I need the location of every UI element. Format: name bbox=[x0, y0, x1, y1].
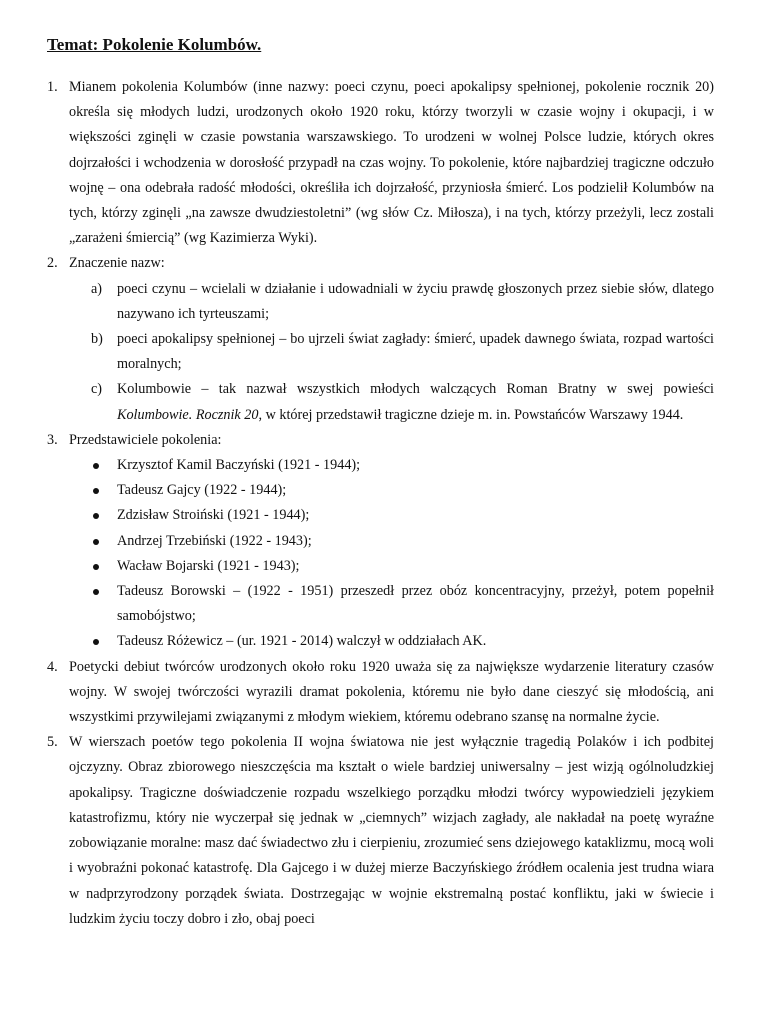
item-number: 4. bbox=[47, 658, 58, 675]
item-number: 1. bbox=[47, 79, 58, 95]
bullet-text: Zdzisław Stroiński (1921 - 1944); bbox=[117, 507, 310, 524]
item-text: Poetycki debiut twórców urodzonych około roku 1920 uważa się za największe wydarzenie literatury czasów wojny. W swojej twórczości wyrazili dramat pokolenia, któremu nie było dane cieszyć się młodością, ani wszystkimi przywilejami związanymi z młodym wiekiem, któremu odebrano szansę na normalne życie. bbox=[69, 658, 714, 726]
sub-item-b bbox=[69, 327, 714, 377]
bullet-text: Krzysztof Kamil Baczyński (1921 - 1944); bbox=[117, 457, 361, 474]
name-meanings-list bbox=[69, 277, 714, 428]
list-item-1 bbox=[47, 75, 714, 251]
bullet-icon bbox=[93, 589, 99, 595]
sub-item-mark: b) bbox=[91, 331, 103, 348]
bullet-icon bbox=[93, 564, 99, 570]
item-number: 3. bbox=[47, 431, 58, 448]
bullet-item bbox=[69, 478, 714, 503]
item-text: Przedstawiciele pokolenia: bbox=[69, 431, 222, 448]
sub-item-mark: c) bbox=[91, 381, 103, 398]
sub-item-text bbox=[117, 381, 714, 422]
bullet-text: Wacław Bojarski (1921 - 1943); bbox=[117, 557, 300, 574]
bullet-icon bbox=[93, 488, 99, 494]
bullet-text: Tadeusz Różewicz – (ur. 1921 - 2014) walczył w oddziałach AK. bbox=[117, 633, 487, 650]
bullet-text: Tadeusz Gajcy (1922 - 1944); bbox=[117, 482, 287, 499]
list-item-4 bbox=[47, 655, 714, 731]
bullet-item bbox=[69, 579, 714, 629]
bullet-text: Tadeusz Borowski – (1922 - 1951) przeszedł przez obóz koncentracyjny, przeżył, potem popełnił samobójstwo; bbox=[117, 583, 714, 625]
bullet-item bbox=[69, 453, 714, 478]
topic-list bbox=[47, 75, 714, 932]
sub-item-text: poeci czynu – wcielali w działanie i udowadniali w życiu prawdę głoszonych przez siebie słów, dlatego nazywano ich tyrteuszami; bbox=[117, 280, 714, 322]
sub-item-text-before: Kolumbowie – tak nazwał wszystkich młodych walczących Roman Bratny w swej powieści bbox=[117, 381, 714, 398]
item-text: Mianem pokolenia Kolumbów (inne nazwy: poeci czynu, poeci apokalipsy spełnionej, pokolenie rocznik 20) określa się młodych ludzi, urodzonych około 1920 roku, którzy tworzyli w czasie wojny i okupacji, i w większości zginęli w czasie powstania warszawskiego. To urodzeni w wolnej Polsce ludzie, których okres dojrzałości i wchodzenia w dorosłość przypadł na czas wojny. To pokolenie, które najbardziej tragiczne odczuło wojnę – ona odebrała radość młodości, określiła ich dojrzałość, przyniosła śmierć. Los podzielił Kolumbów na tych, którzy zginęli „na zawsze dwudziestoletni” (wg słów Cz. Miłosza), i na tych, którzy przeżyli, lecz zostali „zarażeni śmiercią” (wg Kazimierza Wyki). bbox=[69, 79, 714, 247]
list-item-3 bbox=[47, 428, 714, 655]
bullet-item bbox=[69, 503, 714, 528]
sub-item-text: poeci apokalipsy spełnionej – bo ujrzeli świat zagłady: śmierć, upadek dawnego świata, rozpad wartości moralnych; bbox=[117, 331, 714, 373]
bullet-icon bbox=[93, 539, 99, 545]
bullet-icon bbox=[93, 463, 99, 469]
bullet-item bbox=[69, 629, 714, 654]
list-item-2 bbox=[47, 251, 714, 427]
bullet-item bbox=[69, 554, 714, 579]
item-number: 2. bbox=[47, 255, 58, 272]
sub-item-a bbox=[69, 277, 714, 327]
book-title: Kolumbowie. Rocznik 20 bbox=[117, 406, 259, 423]
bullet-text: Andrzej Trzebiński (1922 - 1943); bbox=[117, 532, 312, 549]
document-page bbox=[47, 34, 714, 932]
item-text: Znaczenie nazw: bbox=[69, 255, 165, 272]
sub-item-mark: a) bbox=[91, 280, 103, 297]
page-title: Temat: Pokolenie Kolumbów. bbox=[47, 35, 262, 54]
sub-item-c bbox=[69, 377, 714, 427]
item-text: W wierszach poetów tego pokolenia II wojna światowa nie jest wyłącznie tragedią Polaków i ich podbitej ojczyzny. Obraz zbiorowego nieszczęścia ma kształt o wiele bardziej uniwersalny – jest wizją ogólnoludzkiej apokalipsy. Tragiczne doświadczenie rozpadu wszelkiego porządku młodzi twórcy wypowiedzieli językiem katastrofizmu, który nie wyczerpał się jednak w „ciemnych” wizjach zagłady, ale nakładał na poetę wyraźne zobowiązanie moralne: masz dać świadectwo złu i cierpieniu, zrozumieć sens dziejowego kataklizmu, mocą woli i wyobraźni pokonać katastrofę. Dla Gajcego i w dużej mierze Baczyńskiego źródłem ocalenia jest trudna wiara w nadprzyrodzony porządek świata. Dostrzegając w wojnie ekstremalną postać konfliktu, jaki w świecie i ludzkim życiu toczy dobro i zło, obaj poeci bbox=[69, 734, 714, 927]
representatives-list bbox=[69, 453, 714, 655]
item-number: 5. bbox=[47, 734, 58, 751]
bullet-item bbox=[69, 529, 714, 554]
bullet-icon bbox=[93, 639, 99, 645]
sub-item-text-after: , w której przedstawił tragiczne dzieje m. in. Powstańców Warszawy 1944. bbox=[258, 406, 684, 423]
bullet-icon bbox=[93, 513, 99, 519]
list-item-5 bbox=[47, 730, 714, 932]
